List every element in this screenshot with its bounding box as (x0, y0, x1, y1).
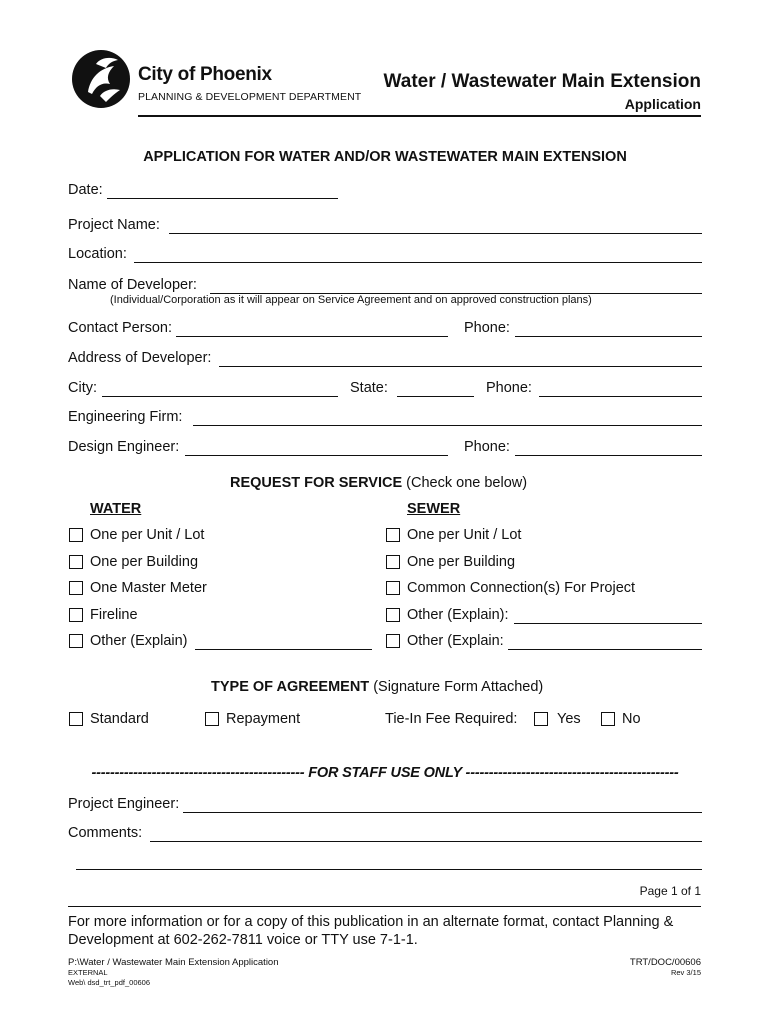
state-field[interactable] (397, 396, 474, 397)
date-field[interactable] (107, 198, 338, 199)
water-option-1-label: One per Unit / Lot (90, 527, 205, 543)
org-name: City of Phoenix (138, 64, 272, 85)
file-path: P:\Water / Wastewater Main Extension Application (68, 957, 279, 968)
tie-in-fee-label: Tie-In Fee Required: (385, 711, 518, 727)
agreement-heading-bold: TYPE OF AGREEMENT (211, 679, 370, 695)
standard-label: Standard (90, 711, 149, 727)
sewer-option-4-checkbox[interactable] (386, 608, 400, 622)
sewer-option-1-label: One per Unit / Lot (407, 527, 522, 543)
water-option-4-label: Fireline (90, 607, 138, 623)
contact-person-field[interactable] (176, 336, 448, 337)
engineer-phone-field[interactable] (515, 455, 702, 456)
staff-use-banner: ---------------------------------------------- FOR STAFF USE ONLY ---------------------------------------------- (91, 765, 679, 781)
water-option-5-checkbox[interactable] (69, 634, 83, 648)
sewer-heading: SEWER (407, 501, 461, 517)
sewer-option-2-label: One per Building (407, 554, 516, 570)
city-label: City: (68, 380, 97, 396)
sewer-option-5-label: Other (Explain: (407, 633, 504, 649)
tie-in-no-checkbox[interactable] (601, 712, 615, 726)
tie-in-yes-checkbox[interactable] (534, 712, 548, 726)
external-tag: EXTERNAL (68, 968, 108, 977)
sewer-option-1-checkbox[interactable] (386, 528, 400, 542)
page-number: Page 1 of 1 (639, 884, 701, 898)
sewer-other-explain-field-2[interactable] (508, 649, 702, 650)
document-title: Water / Wastewater Main Extension (383, 71, 701, 92)
engineering-firm-label: Engineering Firm: (68, 409, 183, 425)
sewer-other-explain-field-1[interactable] (514, 623, 702, 624)
water-option-2-label: One per Building (90, 554, 199, 570)
tie-in-no-label: No (622, 711, 641, 727)
sewer-option-2-checkbox[interactable] (386, 555, 400, 569)
sewer-option-3-checkbox[interactable] (386, 581, 400, 595)
design-engineer-field[interactable] (185, 455, 448, 456)
project-engineer-label: Project Engineer: (68, 796, 180, 812)
header-rule (138, 115, 701, 117)
water-option-2-checkbox[interactable] (69, 555, 83, 569)
address-phone-label: Phone: (486, 380, 532, 396)
service-heading-note: (Check one below) (402, 475, 528, 491)
developer-label: Name of Developer: (68, 277, 197, 293)
engineer-phone-label: Phone: (464, 439, 510, 455)
water-option-5-label: Other (Explain) (90, 633, 188, 649)
standard-checkbox[interactable] (69, 712, 83, 726)
revision-date: Rev 3/15 (670, 968, 701, 977)
form-title: APPLICATION FOR WATER AND/OR WASTEWATER MAIN EXTENSION (143, 149, 627, 165)
comments-field-line-2[interactable] (76, 869, 702, 870)
sewer-option-3-label: Common Connection(s) For Project (407, 580, 636, 596)
project-name-field[interactable] (169, 233, 702, 234)
document-number: TRT/DOC/00606 (629, 957, 701, 968)
design-engineer-label: Design Engineer: (68, 439, 180, 455)
web-path: Web\ dsd_trt_pdf_00606 (68, 978, 151, 987)
contact-phone-field[interactable] (515, 336, 702, 337)
sewer-option-4-label: Other (Explain): (407, 607, 509, 623)
engineering-firm-field[interactable] (193, 425, 702, 426)
water-heading: WATER (90, 501, 142, 517)
footer-rule (68, 906, 701, 907)
comments-label: Comments: (68, 825, 143, 841)
water-option-3-checkbox[interactable] (69, 581, 83, 595)
water-option-1-checkbox[interactable] (69, 528, 83, 542)
water-other-explain-field[interactable] (195, 649, 372, 650)
tie-in-yes-label: Yes (557, 711, 581, 727)
agreement-heading-note: (Signature Form Attached) (369, 679, 544, 695)
location-label: Location: (68, 246, 127, 262)
project-engineer-field[interactable] (183, 812, 702, 813)
agreement-heading (211, 679, 543, 695)
city-logo (70, 48, 132, 115)
service-heading-bold: REQUEST FOR SERVICE (230, 475, 403, 491)
service-heading (230, 475, 527, 491)
state-label: State: (350, 380, 388, 396)
developer-note: (Individual/Corporation as it will appear on Service Agreement and on approved construction plans) (110, 294, 592, 306)
date-label: Date: (68, 182, 103, 198)
repayment-checkbox[interactable] (205, 712, 219, 726)
contact-phone-label: Phone: (464, 320, 510, 336)
water-option-3-label: One Master Meter (90, 580, 207, 596)
water-option-4-checkbox[interactable] (69, 608, 83, 622)
location-field[interactable] (134, 262, 702, 263)
developer-address-label: Address of Developer: (68, 350, 212, 366)
contact-info: For more information or for a copy of this publication in an alternate format, contact Planning & Development at 602-262-7811 voice or TTY use 7-1-1. (68, 914, 674, 948)
contact-person-label: Contact Person: (68, 320, 172, 336)
address-phone-field[interactable] (539, 396, 702, 397)
org-department: PLANNING & DEVELOPMENT DEPARTMENT (138, 91, 362, 103)
sewer-option-5-checkbox[interactable] (386, 634, 400, 648)
document-subtitle: Application (624, 96, 701, 112)
comments-field-line-1[interactable] (150, 841, 702, 842)
city-field[interactable] (102, 396, 338, 397)
project-name-label: Project Name: (68, 217, 160, 233)
developer-address-field[interactable] (219, 366, 702, 367)
repayment-label: Repayment (226, 711, 301, 727)
